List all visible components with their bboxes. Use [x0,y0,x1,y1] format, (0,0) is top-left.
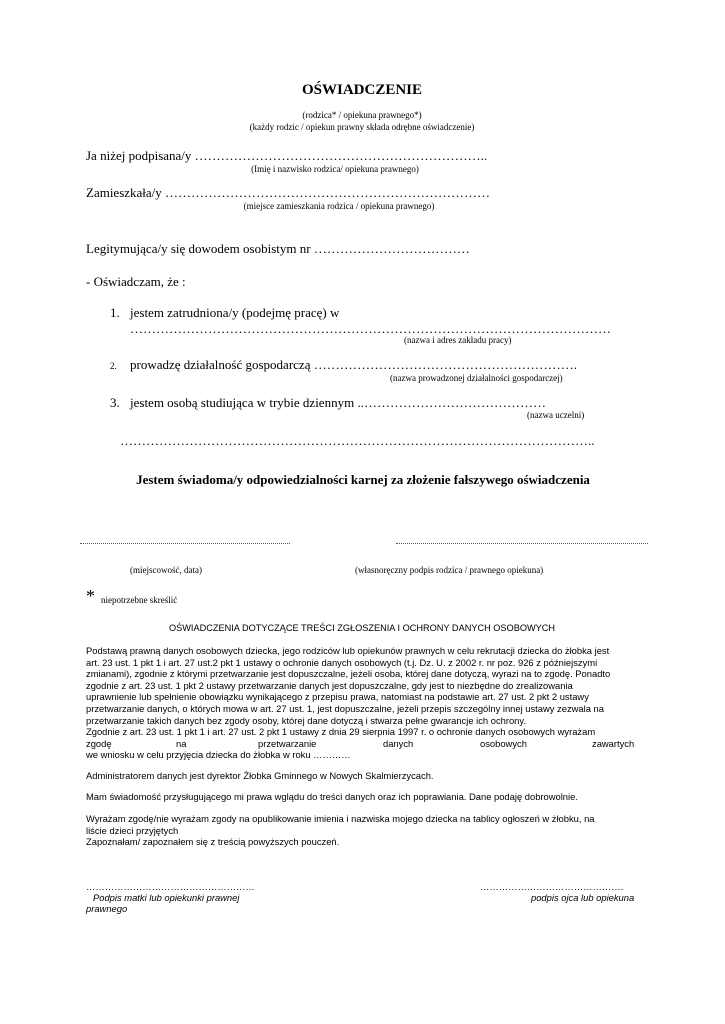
mother-signature-label: Podpis matki lub opiekunki prawnej [93,892,240,903]
item-2-number: 2. [110,361,117,371]
item-3-university-field[interactable]: jestem osobą studiująca w trybie dziennym ..…………………………………… [130,395,546,410]
gdpr-consent-word-data: danych [383,737,414,749]
gdpr-legal-basis-line-7: przetwarzanie takich danych bez zgody osoby, której dane dotyczą i stwarza pełne gwarancje ich ochrony. [86,714,526,726]
item-3-number: 3. [110,395,120,410]
signer-name-hint: (Imię i nazwisko rodzica/ opiekuna prawnego) [251,164,419,174]
subtitle-separate-statement: (każdy rodzic / opiekun prawny składa odrębne oświadczenie) [249,122,475,132]
item-3-hint: (nazwa uczelni) [527,410,585,420]
gdpr-consent-word-personal: osobowych [480,737,527,749]
gdpr-acknowledgement: Zapoznałam/ zapoznałem się z treścią powyższych pouczeń. [86,836,340,848]
item-2-hint: (nazwa prowadzonej działalności gospodarczej) [390,373,563,383]
gdpr-consent-word-contained: zawartych [592,737,635,749]
gdpr-administrator: Administratorem danych jest dyrektor Żłobka Gminnego w Nowych Skalmierzycach. [86,770,434,781]
residence-field[interactable]: Zamieszkała/y ………………………………………………………………… [86,185,491,200]
gdpr-legal-basis-line-4: zgodnie z art. 23 ust. 1 pkt 2 ustawy przetwarzanie danych jest dopuszczalne, gdy jest to niezbędne do zrealizowania [86,679,573,691]
gdpr-publication-consent-line-1[interactable]: Wyrażam zgodę/nie wyrażam zgody na opublikowanie imienia i nazwiska mojego dziecka na tablicy ogłoszeń w żłobku, na [86,813,595,824]
item-1-number: 1. [110,305,120,320]
parent-signature-label: (własnoręczny podpis rodzica / prawnego opiekuna) [355,565,544,575]
father-signature-label: podpis ojca lub opiekuna [531,892,635,903]
footnote-asterisk: * [86,586,95,606]
item-1-workplace-field[interactable]: ………………………………………………………………………………………………… [130,321,611,336]
gdpr-consent-word-on: na [176,737,187,749]
gdpr-legal-basis-line-5: uprawnienie lub spełnienie obowiązku wynikającego z przepisu prawa, natomiast na podstawie art. 27 ust. 2 pkt 2 ustawy [86,691,589,703]
signer-name-field[interactable]: Ja niżej podpisana/y ………………………………………………………….. [86,148,488,163]
liability-statement: Jestem świadoma/y odpowiedzialności karnej za złożenie fałszywego oświadczenia [136,472,590,487]
id-number-field[interactable]: Legitymująca/y się dowodem osobistym nr ……………………………… [86,241,470,256]
gdpr-publication-consent-line-2: liście dzieci przyjętych [86,824,179,836]
gdpr-heading: OŚWIADCZENIA DOTYCZĄCE TREŚCI ZGŁOSZENIA I OCHRONY DANYCH OSOBOWYCH [168,623,556,633]
gdpr-legal-basis-line-6: przetwarzanie danych, o których mowa w art. 27 ust. 1, jest dopuszczalne, jeżeli przepis szczególny innej ustawy zezwala na [86,703,604,714]
subtitle-parent-guardian: (rodzica* / opiekuna prawnego*) [302,110,422,120]
gdpr-legal-basis-line-2: art. 23 ust. 1 pkt 1 i art. 27 ust.2 pkt 1 ustawy o ochronie danych osobowych (t.j. Dz. U. z 2002 r. nr poz. 926 z późniejszymi [86,656,598,668]
father-signature-line[interactable]: ………………………………………. [480,881,624,892]
mother-signature-line[interactable]: ……………………………………………… [86,881,255,892]
page-title: OŚWIADCZENIE [301,82,423,98]
gdpr-legal-basis-line-1: Podstawą prawną danych osobowych dziecka, jego rodziców lub opiekunów prawnych w celu rekrutacji dziecka do żłobka jest [86,645,610,656]
gdpr-consent-word-consent: zgodę [86,737,112,749]
item-1-employed: jestem zatrudniona/y (podejmę pracę) w [130,305,340,320]
gdpr-consent-line-1: Zgodnie z art. 23 ust. 1 pkt 1 i art. 27 ust. 2 pkt 1 ustawy z dnia 29 sierpnia 1997 r. o ochronie danych osobowych wyrażam [86,726,596,738]
declare-label: - Oświadczam, że : [86,274,186,289]
gdpr-consent-year-field[interactable]: we wniosku w celu przyjęcia dziecka do żłobka w roku ………… [86,749,351,761]
parent-signature-line[interactable] [396,543,648,544]
item-1-hint: (nazwa i adres zakładu pracy) [404,335,512,345]
place-date-label: (miejscowość, data) [130,565,202,575]
place-date-line[interactable] [80,543,290,544]
extra-dots-line[interactable]: ……………………………………………………………………………………………….. [120,433,595,448]
residence-hint: (miejsce zamieszkania rodzica / opiekuna prawnego) [243,201,435,211]
gdpr-rights-notice: Mam świadomość przysługującego mi prawa wglądu do treści danych oraz ich poprawiania. Dane podaję dobrowolnie. [86,791,578,802]
item-2-business-field[interactable]: prowadzę działalność gospodarczą ……………………………………………………. [130,357,577,372]
gdpr-consent-word-processing: przetwarzanie [258,737,317,749]
mother-signature-label-cont: prawnego [86,903,128,914]
gdpr-legal-basis-line-3: zmianami), zgodnie z którymi przetwarzanie jest dopuszczalne, jeżeli osoba, której dane dotyczą, wyrazi na to zgodę. Ponadto [86,668,611,680]
footnote-text: niepotrzebne skreślić [101,595,178,605]
